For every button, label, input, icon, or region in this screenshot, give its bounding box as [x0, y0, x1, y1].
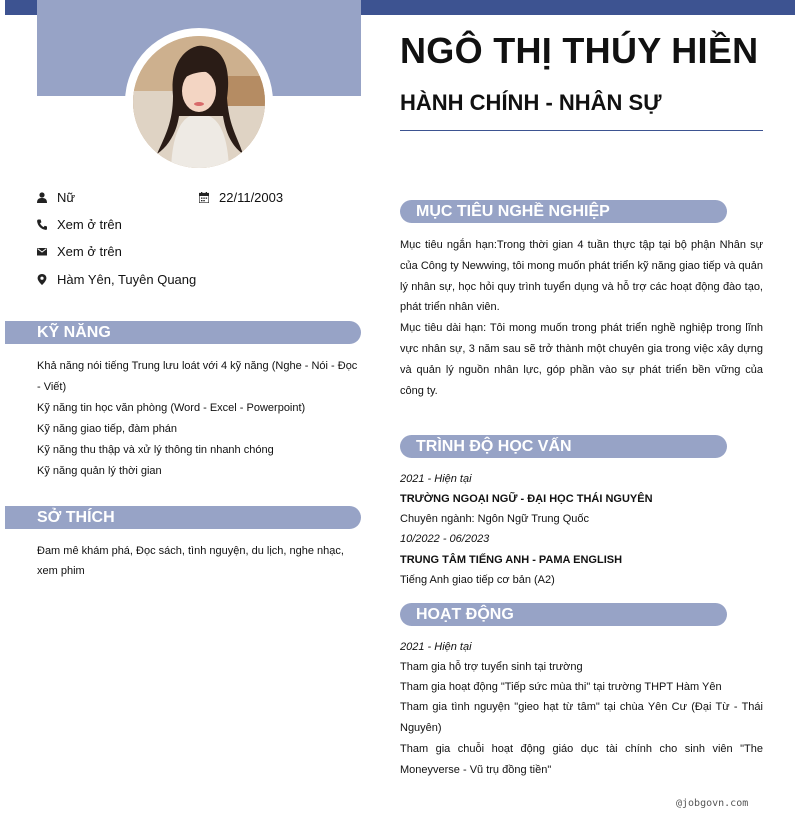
- candidate-name: NGÔ THỊ THÚY HIỀN: [400, 30, 759, 71]
- email-row: [37, 244, 122, 259]
- list-item: Tham gia hỗ trợ tuyển sinh tại trường: [400, 661, 583, 673]
- hobbies-text: Đam mê khám phá, Đọc sách, tình nguyện, du lịch, nghe nhạc, xem phim: [37, 545, 344, 577]
- objective-section-title: MỤC TIÊU NGHỀ NGHIỆP: [400, 200, 727, 223]
- gender-value: Nữ: [57, 190, 76, 205]
- address-value: Hàm Yên, Tuyên Quang: [57, 272, 197, 287]
- phone-row: [37, 217, 122, 232]
- calendar-icon: [199, 192, 209, 204]
- email-value: Xem ở trên: [57, 244, 122, 259]
- avatar-photo: [133, 36, 265, 168]
- birthday-row: [199, 190, 283, 205]
- list-item: Kỹ năng quản lý thời gian: [37, 465, 162, 477]
- list-item: Kỹ năng tin học văn phòng (Word - Excel - Powerpoint): [37, 402, 306, 414]
- person-icon: [37, 192, 47, 204]
- activities-date: 2021 - Hiện tại: [400, 641, 472, 653]
- gender-row: [37, 190, 75, 205]
- title-divider: [400, 130, 763, 131]
- activities-list: [400, 637, 763, 781]
- list-item: Kỹ năng thu thập và xử lý thông tin nhanh chóng: [37, 444, 274, 456]
- list-item: Khả năng nói tiếng Trung lưu loát với 4 kỹ năng (Nghe - Nói - Đọc - Viết): [37, 360, 358, 393]
- list-item: Tham gia hoạt động "Tiếp sức mùa thi" tại trường THPT Hàm Yên: [400, 681, 722, 693]
- education-list: [400, 469, 763, 590]
- avatar: [133, 36, 265, 168]
- phone-value: Xem ở trên: [57, 217, 122, 232]
- education-school: TRUNG TÂM TIẾNG ANH - PAMA ENGLISH: [400, 554, 623, 566]
- list-item: Tham gia chuỗi hoạt động giáo dục tài chính cho sinh viên "The Moneyverse - Vũ trụ đồng tiền": [400, 743, 763, 776]
- education-detail: Tiếng Anh giao tiếp cơ bản (A2): [400, 574, 555, 586]
- watermark: @jobgovn.com: [676, 798, 749, 809]
- list-item: Tham gia tình nguyện "gieo hạt từ tâm" tại chùa Yên Cư (Đại Từ - Thái Nguyên): [400, 701, 763, 734]
- education-school: TRƯỜNG NGOẠI NGỮ - ĐẠI HỌC THÁI NGUYÊN: [400, 493, 653, 505]
- education-date: 2021 - Hiện tại: [400, 473, 472, 485]
- phone-icon: [37, 219, 47, 231]
- education-date: 10/2022 - 06/2023: [400, 533, 490, 545]
- education-detail: Chuyên ngành: Ngôn Ngữ Trung Quốc: [400, 513, 589, 525]
- birthday-value: 22/11/2003: [219, 190, 284, 205]
- address-row: [37, 272, 196, 287]
- location-pin-icon: [37, 274, 47, 286]
- objective-content: [400, 235, 763, 401]
- objective-long-term: Mục tiêu dài hạn: Tôi mong muốn trong phát triển nghề nghiệp trong lĩnh vực nhân sự, 3 năm sau sẽ trở thành một chuyên gia trong việc xây dựng và quản lý nguồn nhân lực, góp phần vào sự phát triển bền vững của công ty.: [400, 322, 763, 397]
- education-section-title: TRÌNH ĐỘ HỌC VẤN: [400, 435, 727, 458]
- hobbies-section-title: SỞ THÍCH: [5, 506, 361, 529]
- envelope-icon: [37, 246, 47, 258]
- list-item: Kỹ năng giao tiếp, đàm phán: [37, 423, 178, 435]
- job-title: HÀNH CHÍNH - NHÂN SỰ: [400, 90, 662, 115]
- skills-section-title: KỸ NĂNG: [5, 321, 361, 344]
- activities-section-title: HOẠT ĐỘNG: [400, 603, 727, 626]
- objective-short-term: Mục tiêu ngắn hạn:Trong thời gian 4 tuần thực tập tại bộ phận Nhân sự của Công ty Newwing, tôi mong muốn phát triển kỹ năng giao tiếp và quản lý nhân sự, học hỏi quy trình tuyển dụng và hỗ trợ các hoạt động đào tạo, phát triển nhân viên.: [400, 239, 763, 314]
- skills-list: [37, 356, 359, 482]
